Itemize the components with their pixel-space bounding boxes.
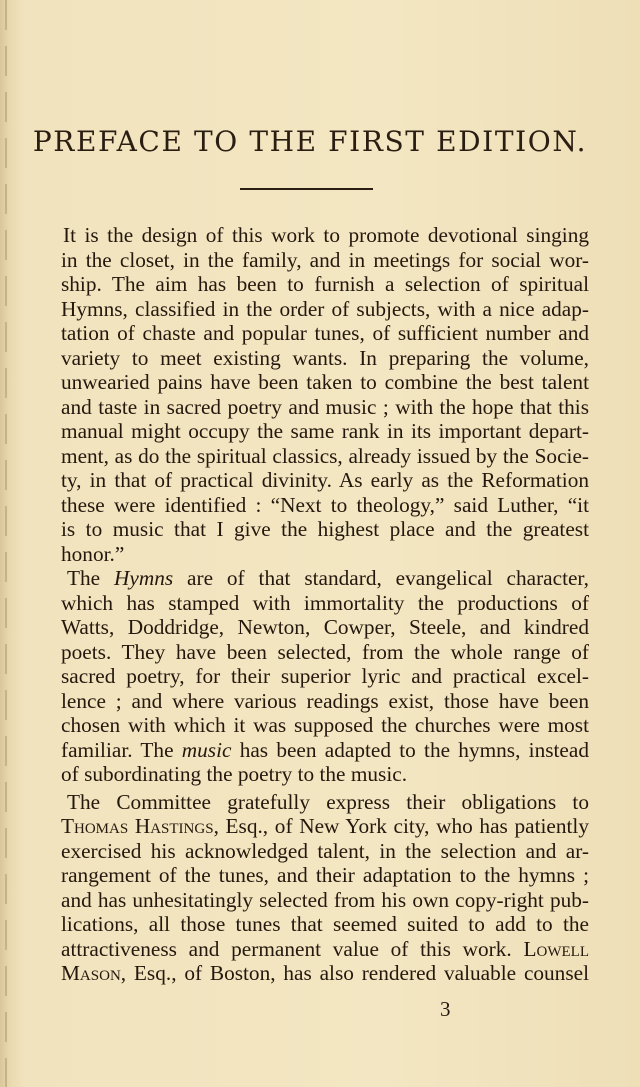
text-line <box>61 738 589 763</box>
text-run: attractiveness and permanent value of this work. <box>61 936 524 961</box>
text-line: rangement of the tunes, and their adaptation to the hymns ; <box>61 863 589 887</box>
text-line <box>61 566 589 591</box>
text-line: which has stamped with immortality the productions of <box>61 590 589 615</box>
text-run: are of that standard, evangelical character, <box>173 566 589 590</box>
text-run: familiar. The <box>61 737 182 762</box>
text-line <box>61 961 589 986</box>
text-line: sacred poetry, for their superior lyric and practical excel- <box>61 664 589 688</box>
italic-term-music: music <box>181 737 232 762</box>
text-line: these were identified : “Next to theology,” said Luther, “it <box>61 492 589 517</box>
text-line: The Committee gratefully express their obligations to <box>67 789 589 814</box>
text-line <box>61 814 589 839</box>
text-line <box>61 937 589 962</box>
text-line: Hymns, classified in the order of subjects, with a nice adap- <box>61 296 589 321</box>
text-line: tation of chaste and popular tunes, of sufficient number and <box>61 321 589 345</box>
text-line: and taste in sacred poetry and music ; with the hope that this <box>61 394 589 419</box>
name-lowell: Lowell <box>523 936 589 961</box>
text-line: ment, as do the spiritual classics, already issued by the Socie- <box>61 443 589 468</box>
text-line: ty, in that of practical divinity. As early as the Reformation <box>61 468 589 492</box>
paragraph-2 <box>61 566 589 787</box>
text-line: of subordinating the poetry to the music. <box>61 762 408 786</box>
text-line: honor.” <box>61 541 125 566</box>
text-line: and has unhesitatingly selected from his own copy-right pub- <box>61 887 589 912</box>
text-line: in the closet, in the family, and in meetings for social wor- <box>61 247 589 272</box>
text-run: , Esq., of New York city, who has patiently <box>213 814 589 838</box>
text-run: The <box>67 566 114 590</box>
text-line: It is the design of this work to promote devotional singing <box>63 223 589 247</box>
title-rule <box>240 188 373 190</box>
page-title: PREFACE TO THE FIRST EDITION. <box>32 125 588 158</box>
text-line: variety to meet existing wants. In preparing the volume, <box>61 345 589 370</box>
text-line: is to music that I give the highest place and the greatest <box>61 517 589 541</box>
text-line: ship. The aim has been to furnish a selection of spiritual <box>61 272 589 296</box>
text-line: Watts, Doddridge, Newton, Cowper, Steele, and kindred <box>61 615 589 639</box>
name-mason: Mason <box>61 961 121 985</box>
page-binding-edge <box>5 0 7 1087</box>
text-line: exercised his acknowledged talent, in the selection and ar- <box>61 838 589 863</box>
text-line: chosen with which it was supposed the churches were most <box>61 713 589 737</box>
italic-term-hymns: Hymns <box>114 566 174 590</box>
text-run: has been adapted to the hymns, instead <box>231 737 589 762</box>
text-line: unwearied pains have been taken to combine the best talent <box>61 370 589 394</box>
text-line: poets. They have been selected, from the whole range of <box>61 639 589 664</box>
paragraph-3 <box>61 790 589 986</box>
preface-body <box>61 223 589 986</box>
text-line: lence ; and where various readings exist, those have been <box>61 688 589 713</box>
page-number: 3 <box>440 997 451 1021</box>
text-line: lications, all those tunes that seemed suited to add to the <box>61 912 589 936</box>
paragraph-1 <box>61 223 589 566</box>
name-thomas-hastings: Thomas Hastings <box>61 814 214 838</box>
text-run: , Esq., of Boston, has also rendered valuable counsel <box>120 961 589 985</box>
text-line: manual might occupy the same rank in its important depart- <box>61 419 589 443</box>
